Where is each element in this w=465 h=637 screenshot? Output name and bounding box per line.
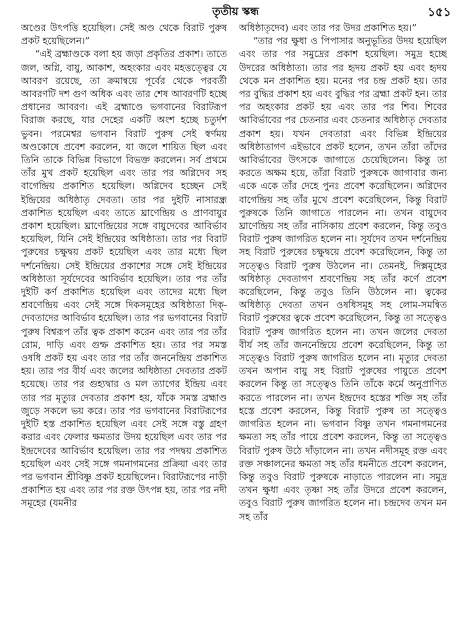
running-title: তৃতীয় স্কন্ধ: [212, 5, 259, 18]
page-number: ১৫১: [427, 5, 451, 19]
paragraph: “এই ব্রহ্মাণ্ডকে বলা হয় জড়া প্রকৃতির প্রকাশ। তাতে জল, অগ্নি, বায়ু, আকাশ, অহংকার এবং মহত্তত্ত্বের যে আবরণ রয়েছে, তা ক্রমান্বয়ে পূর্বের থেকে পরবর্তী আবরণটি দশ গুণ অধিক এবং তার শেষ আবরণটি হচ্ছে প্রধানের আবরণ। এই ব্রহ্মাণ্ডে ভগবানের বিরাটরূপ বিরাজ করছে, যার দেহের একটি অংশ হচ্ছে চতুর্দশ ভুবন। পরমেশ্বর ভগবান বিরাট পুরুষ সেই স্বর্ণময় অণ্ডকোষে প্রবেশ করলেন, যা জলে শায়িত ছিল এবং তিনি তাকে বিভিন্ন বিভাগে বিভক্ত করলেন। সর্ব প্রথমে তাঁর মুখ প্রকট হয়েছিল এবং তার পর অগ্নিদেব সহ বাগেন্দ্রিয় প্রকাশিত হয়েছিল। অগ্নিদেব হচ্ছেন সেই ইন্দ্রিয়ের অধিষ্ঠাতৃ দেবতা। তার পর দুইটি নাসারন্ধ্র প্রকাশিত হয়েছিল এবং তাতে ঘ্রাণেন্দ্রিয় ও প্রাণবায়ুর প্রকাশ হয়েছিল। ঘ্রাণেন্দ্রিয়ের সঙ্গে বায়ুদেবের আবির্ভাব হয়েছিল, যিনি সেই ইন্দ্রিয়ের অধিষ্ঠাতা। তার পর বিরাট পুরুষের চক্ষুদ্বয় প্রকট হয়েছিল এবং তার মধ্যে ছিল দর্শনেন্দ্রিয়। সেই ইন্দ্রিয়ের প্রকাশের সঙ্গে সেই ইন্দ্রিয়ের অধিষ্ঠাতা সূর্যদেবের আবির্ভাব হয়েছিল। তার পর তাঁর দুইটি কর্ণ প্রকাশিত হয়েছিল এবং তাদের মধ্যে ছিল শ্রবণেন্দ্রিয় এবং সেই সঙ্গে দিকসমূহের অধিষ্ঠাতা দিক্-দেবতাদের আবির্ভাব হয়েছিল। তার পর ভগবানের বিরাট পুরুষ বিশ্বরূপ তাঁর ত্বক প্রকাশ করেন এবং তার পর তাঁর রোম, দাড়ি এবং গুম্ফ প্রকাশিত হয়। তার পর সমস্ত ওষধি প্রকট হয় এবং তার পর তাঁর জননেন্দ্রিয় প্রকাশিত হয়। তার পর বীর্য এবং জলের অধিষ্ঠাতা দেবতার প্রকট হয়েছে। তার পর গুহ্যদ্বার ও মল ত্যাগের ইন্দ্রিয় এবং তার পর মৃত্যুর দেবতার প্রকাশ হয়, যাঁকে সমস্ত ব্রহ্মাণ্ড জুড়ে সকলে ভয় করে। তার পর ভগবানের বিরাটরূপের দুইটি হস্ত প্রকাশিত হয়েছিল এবং সেই সঙ্গে বস্তু গ্রহণ করার এবং ফেলার ক্ষমতার উদয় হয়েছিল এবং তার পর ইন্দ্রদেবের আবির্ভাব হয়েছিল। তার পর পদদ্বয় প্রকাশিত হয়েছিল এবং সেই সঙ্গে গমনাগমনের প্রক্রিয়া এবং তার পর ভগবান শ্রীবিষ্ণু প্রকট হয়েছিলেন। বিরাটরূপের নাড়ী প্রকাশিত হয় এবং তার পর রক্ত উৎপন্ন হয়, তার পর নদী সমূহের (যমনীর: [21, 49, 227, 510]
left-text-column: [21, 22, 227, 630]
page-header: [20, 4, 451, 22]
right-text-column: [239, 22, 447, 630]
paragraph: অধিষ্ঠাতৃদেব) এবং তার পর উদর প্রকাশিত হয়।”: [239, 23, 417, 34]
paragraph: “তার পর ক্ষুধা ও পিপাসার অনুভূতির উদয় হয়েছিল এবং তার পর সমুদ্রের প্রকাশ হয়েছিল। সমুদ্র হচ্ছে উদরের অধিষ্ঠাতা। তার পর হৃদয় প্রকট হয় এবং হৃদয় থেকে মন প্রকাশিত হয়। মনের পর চন্দ্র প্রকট হয়। তার পর বুদ্ধির প্রকাশ হয় এবং বুদ্ধির পর ব্রহ্মা প্রকট হন। তার পর অহংকার প্রকট হয় এবং তার পর শিব। শিবের আবির্ভাবের পর চেতনার এবং চেতনার অধিষ্ঠাতৃ দেবতার প্রকাশ হয়। যখন দেবতারা এবং বিভিন্ন ইন্দ্রিয়ের অধিষ্ঠাতাগণ এইভাবে প্রকট হলেন, তখন তাঁরা তাঁদের আবির্ভাবের উৎসকে জাগাতে চেয়েছিলেন। কিন্তু তা করতে অক্ষম হয়ে, তাঁরা বিরাট পুরুষকে জাগাবার জন্য একে একে তাঁর দেহে পুনঃ প্রবেশ করেছিলেন। অগ্নিদেব বাগেন্দ্রিয় সহ তাঁর মুখে প্রবেশ করেছিলেন, কিন্তু বিরাট পুরুষকে তিনি জাগাতে পারলেন না। তখন বায়ুদেব ঘ্রাণেন্দ্রিয় সহ তাঁর নাসিকায় প্রবেশ করলেন, কিন্তু তবুও বিরাট পুরুষ জাগরিত হলেন না। সূর্যদেব তখন দর্শনেন্দ্রিয় সহ বিরাট পুরুষের চক্ষুদ্বয়ে প্রবেশ করেছিলেন, কিন্তু তা সত্ত্বেও বিরাট পুরুষ উঠলেন না। তেমনই, দিক্সমূহের অধিষ্ঠাতৃ দেবতাগণ শ্রবণেন্দ্রিয় সহ তাঁর কর্ণে প্রবেশ করেছিলেন, কিন্তু তবুও তিনি উঠলেন না। ত্বকের অধিষ্ঠাতৃ দেবতা তখন ওষধিসমূহ সহ লোম-সমন্বিত বিরাট পুরুষের ত্বকে প্রবেশ করেছিলেন, কিন্তু তা সত্ত্বেও বিরাট পুরুষ জাগরিত হলেন না। তখন জলের দেবতা বীর্য সহ তাঁর জননেন্দ্রিয়ে প্রবেশ করেছিলেন, কিন্তু তা সত্ত্বেও বিরাট পুরুষ জাগরিত হলেন না। মৃত্যুর দেবতা তখন অপান বায়ু সহ বিরাট পুরুষের পায়ুতে প্রবেশ করলেন কিন্তু তা সত্ত্বেও তিনি তাঁকে কর্মে অনুপ্রাণিত করতে পারলেন না। তখন ইন্দ্রদেব হস্তের শক্তি সহ তাঁর হস্তে প্রবেশ করলেন, কিন্তু বিরাট পুরুষ তা সত্ত্বেও জাগরিত হলেন না। ভগবান বিষ্ণু তখন গমনাগমনের ক্ষমতা সহ তাঁর পায়ে প্রবেশ করলেন, কিন্তু তা সত্ত্বেও বিরাট পুরুষ উঠে দাঁড়ালেন না। তখন নদীসমূহ রক্ত এবং রক্ত সঞ্চালনের ক্ষমতা সহ তাঁর ধমনীতে প্রবেশ করলেন, কিন্তু তবুও বিরাট পুরুষকে নাড়াতে পারলেন না। সমুদ্র তখন ক্ষুধা এবং তৃষ্ণা সহ তাঁর উদরে প্রবেশ করলেন, তবুও বিরাট পুরুষ জাগরিত হলেন না। চন্দ্রদেব তখন মন সহ তাঁর: [239, 36, 447, 523]
paragraph: অণ্ডের উৎপত্তি হয়েছিল। সেই অণ্ড থেকে বিরাট পুরুষ প্রকট হয়েছিলেন।”: [21, 23, 227, 48]
